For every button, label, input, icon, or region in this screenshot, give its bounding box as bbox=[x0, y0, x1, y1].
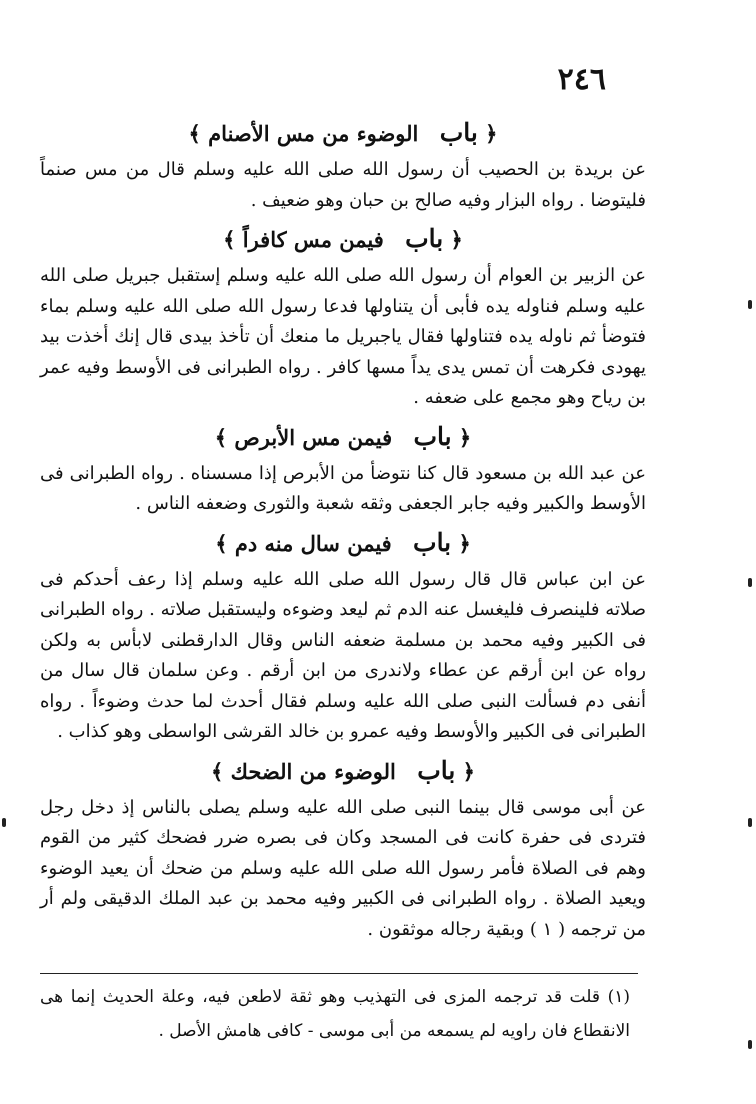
heading-title: فيمن سال منه دم bbox=[234, 530, 392, 556]
section-heading bbox=[40, 420, 646, 455]
binding-mark bbox=[748, 818, 752, 827]
heading-open-bracket: ﴿ bbox=[450, 227, 463, 252]
heading-title: فيمن مس الأبرص bbox=[234, 424, 393, 450]
heading-bab: باب bbox=[417, 755, 456, 785]
section-heading bbox=[40, 526, 646, 561]
page-number: ٢٤٦ bbox=[557, 62, 606, 97]
heading-close-bracket: ﴾ bbox=[214, 424, 228, 450]
footnote: (١) قلت قد ترجمه المزى فى التهذيب وهو ثقة لاطعن فيه، وعلة الحديث إنما هى الانقطاع فان راويه لم يسمعه من أبى موسى - كافى هامش الأصل . bbox=[40, 987, 630, 1041]
section-heading bbox=[40, 116, 646, 151]
binding-mark bbox=[748, 300, 752, 309]
heading-close-bracket: ﴾ bbox=[215, 530, 228, 556]
section-2 bbox=[40, 222, 646, 414]
section-text: عن أبى موسى قال بينما النبى صلى الله عليه وسلم يصلى بالناس إذ دخل رجل فتردى فى حفرة كانت فى المسجد وكان فى بصره ضرر فضحك كثير من القوم وهم فى الصلاة فأمر رسول الله صلى الله عليه وسلم من ضحك أن يعيد الوضوء ويعيد الصلاة . رواه الطبرانى فى الكبير وفيه محمد بن عبد الملك الدقيقى ولم أر من ترجمه ( ١ ) وبقية رجاله موثقون . bbox=[40, 796, 646, 940]
heading-bab: باب bbox=[413, 421, 452, 451]
binding-mark bbox=[748, 578, 752, 587]
heading-bab: باب bbox=[439, 118, 478, 147]
heading-open-bracket: ﴿ bbox=[458, 424, 472, 450]
footnote-divider bbox=[40, 973, 638, 974]
heading-open-bracket: ﴿ bbox=[462, 758, 475, 784]
heading-open-bracket: ﴿ bbox=[485, 121, 498, 146]
section-text: عن ابن عباس قال قال رسول الله صلى الله عليه وسلم إذا رعف أحدكم فى صلاته فلينصرف فليغسل عنه الدم ثم ليعد وضوءه وليستقبل صلاته . رواه الطبرانى فى الكبير وفيه محمد بن مسلمة ضعفه الناس وقال الدارقطنى لابأس به ولكن رواه عن ابن أرقم عن عطاء ولاندرى من ابن أرقم . وعن سلمان قال سال من أنفى دم فسألت النبى صلى الله عليه وسلم فقال أحدث لما حدث وضوءاً . رواه الطبرانى فى الكبير والأوسط وفيه عمرو بن خالد القرشى الواسطى وهو كذاب . bbox=[40, 568, 646, 742]
heading-close-bracket: ﴾ bbox=[188, 121, 201, 146]
section-5 bbox=[40, 754, 646, 946]
section-1 bbox=[40, 116, 646, 216]
section-heading bbox=[40, 754, 646, 789]
page-body bbox=[40, 58, 646, 945]
section-4 bbox=[40, 526, 646, 748]
section-text: عن عبد الله بن مسعود قال كنا نتوضأ من الأبرص إذا مسسناه . رواه الطبرانى فى الأوسط والكبير وفيه جابر الجعفى وثقه شعبة والثورى وضعفه الناس . bbox=[40, 462, 646, 514]
section-3 bbox=[40, 420, 646, 520]
heading-open-bracket: ﴿ bbox=[458, 530, 471, 556]
heading-close-bracket: ﴾ bbox=[223, 227, 236, 252]
heading-close-bracket: ﴾ bbox=[211, 758, 224, 784]
heading-bab: باب bbox=[413, 527, 452, 557]
binding-mark bbox=[2, 818, 6, 827]
heading-title: الوضوء من الضحك bbox=[230, 758, 396, 784]
section-text: عن الزبير بن العوام أن رسول الله صلى الله عليه وسلم إستقبل جبريل صلى الله عليه وسلم فناوله يده فأبى أن يتناولها فدعا رسول الله صلى الله عليه وسلم بماء فتوضأ ثم ناوله يده فتناولها فقال ياجبريل ما منعك أن تأخذ بيدى قال إنك أخذت بيد يهودى فكرهت أن تمس يدى يداً مسها كافر . رواه الطبرانى فى الأوسط وفيه عمر بن رياح وهو مجمع على ضعفه . bbox=[40, 265, 646, 408]
binding-mark bbox=[748, 1040, 752, 1049]
heading-title: فيمن مس كافراً bbox=[242, 227, 384, 252]
section-text: عن بريدة بن الحصيب أن رسول الله صلى الله عليه وسلم قال من مس صنماً فليتوضا . رواه البزار وفيه صالح بن حبان وهو ضعيف . bbox=[40, 159, 646, 211]
heading-title: الوضوء من مس الأصنام bbox=[208, 121, 419, 146]
section-heading bbox=[40, 222, 646, 257]
heading-bab: باب bbox=[405, 224, 444, 253]
